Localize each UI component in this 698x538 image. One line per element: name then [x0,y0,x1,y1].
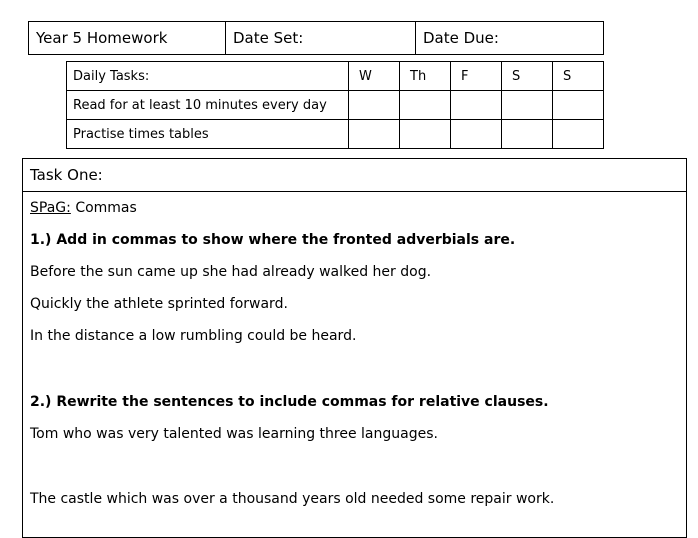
daily-tasks-heading: Daily Tasks: [67,62,349,91]
subject-prefix: SPaG: [30,200,71,216]
day-sunday: S [553,62,604,91]
question-one: 1.) Add in commas to show where the fronted adverbials are. [30,232,516,248]
tick-box[interactable] [502,91,553,120]
tick-box[interactable] [400,120,451,149]
sentence: Before the sun came up she had already walked her dog. [30,264,432,280]
sentence: Tom who was very talented was learning three languages. [30,426,438,442]
question-two: 2.) Rewrite the sentences to include commas for relative clauses. [30,394,549,410]
date-set-label: Date Set: [226,22,416,55]
tick-box[interactable] [400,91,451,120]
day-wednesday: W [349,62,400,91]
daily-task-times-tables: Practise times tables [67,120,349,149]
day-friday: F [451,62,502,91]
daily-task-row [67,120,604,149]
tick-box[interactable] [349,91,400,120]
tick-box[interactable] [349,120,400,149]
tick-box[interactable] [451,120,502,149]
homework-title: Year 5 Homework [29,22,226,55]
tick-box[interactable] [553,120,604,149]
homework-header-table [28,21,604,55]
daily-tasks-header-row [67,62,604,91]
subject-name: Commas [75,200,137,216]
task-one-box [22,158,687,538]
daily-tasks-table [66,61,604,149]
sentence: Quickly the athlete sprinted forward. [30,296,288,312]
task-title: Task One: [23,159,686,192]
daily-task-row [67,91,604,120]
subject-line [30,200,137,216]
tick-box[interactable] [553,91,604,120]
day-thursday: Th [400,62,451,91]
sentence: In the distance a low rumbling could be heard. [30,328,357,344]
daily-task-reading: Read for at least 10 minutes every day [67,91,349,120]
day-saturday: S [502,62,553,91]
date-due-label: Date Due: [416,22,604,55]
tick-box[interactable] [451,91,502,120]
sentence: The castle which was over a thousand years old needed some repair work. [30,491,555,507]
tick-box[interactable] [502,120,553,149]
